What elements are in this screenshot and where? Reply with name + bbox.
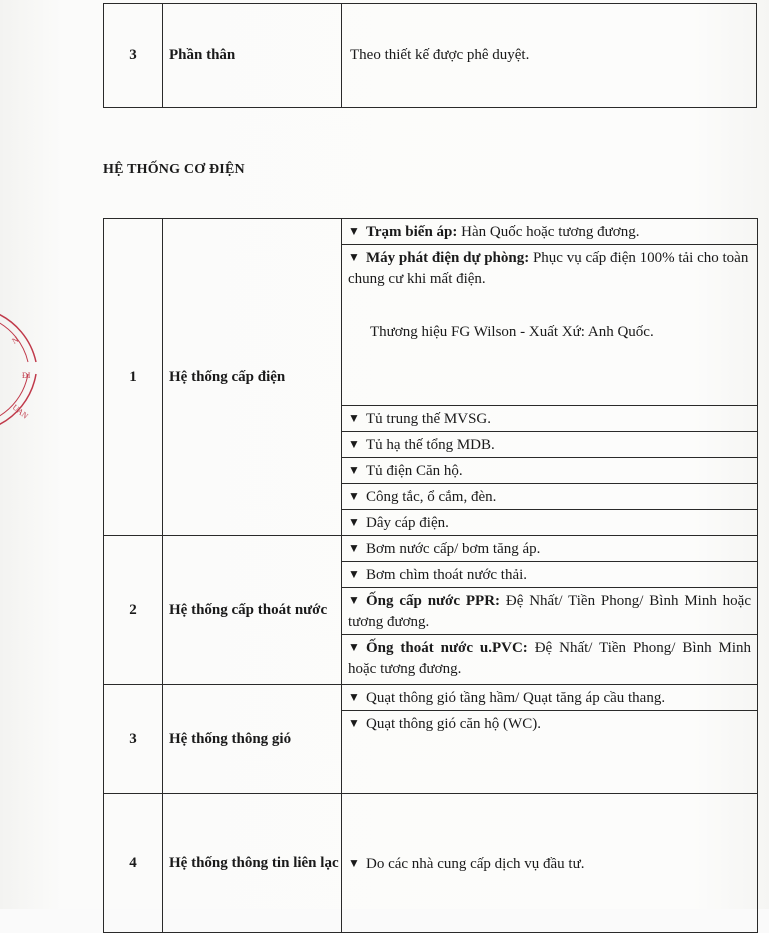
generator-brand: Thương hiệu FG Wilson - Xuất Xứ: Anh Quốc. (370, 324, 654, 340)
row-content: Theo thiết kế được phê duyệt. (342, 4, 757, 108)
system-name: Hệ thống thông gió (163, 685, 342, 794)
hand-pointing-right-icon: ▼ (348, 489, 360, 503)
list-item: ▼ Ống thoát nước u.PVC: Đệ Nhất/ Tiền Phong/ Bình Minh hoặc tương đương. (342, 635, 757, 681)
hand-pointing-right-icon: ▼ (348, 593, 360, 607)
list-item: ▼ Công tắc, ổ cắm, đèn. (342, 484, 757, 510)
system-number: 4 (104, 794, 163, 933)
hand-pointing-right-icon: ▼ (348, 855, 360, 870)
list-item: ▼ Quạt thông gió tầng hầm/ Quạt tăng áp cầu thang. (342, 685, 757, 711)
system-number: 3 (104, 685, 163, 794)
hand-pointing-right-icon: ▼ (348, 437, 360, 451)
structure-table (103, 3, 757, 108)
hand-pointing-right-icon: ▼ (348, 515, 360, 529)
system-items (342, 219, 758, 536)
svg-text:ĐI: ĐI (22, 371, 31, 380)
hand-pointing-right-icon: ▼ (348, 411, 360, 425)
list-item: ▼ Trạm biến áp: Hàn Quốc hoặc tương đương. (342, 219, 757, 245)
hand-pointing-right-icon: ▼ (348, 250, 360, 264)
svg-text:N: N (10, 335, 21, 346)
row-number: 3 (104, 4, 163, 108)
system-number: 2 (104, 536, 163, 685)
list-item: ▼ Quạt thông gió căn hộ (WC). (342, 711, 757, 736)
table-row (104, 685, 758, 794)
system-name: Hệ thống cấp điện (163, 219, 342, 536)
hand-pointing-right-icon: ▼ (348, 690, 360, 704)
list-item: ▼ Bơm nước cấp/ bơm tăng áp. (342, 536, 757, 562)
system-items (342, 536, 758, 685)
hand-pointing-right-icon: ▼ (348, 640, 360, 654)
system-items (342, 685, 758, 794)
table-row (104, 219, 758, 536)
list-item: ▼ Dây cáp điện. (342, 510, 757, 535)
system-items (342, 794, 758, 933)
hand-pointing-right-icon: ▼ (348, 567, 360, 581)
table-row (104, 536, 758, 685)
mep-systems-table (103, 218, 758, 933)
row-name: Phần thân (163, 4, 342, 108)
list-item: ▼ Bơm chìm thoát nước thải. (342, 562, 757, 588)
hand-pointing-right-icon: ▼ (348, 224, 360, 238)
system-name: Hệ thống thông tin liên lạc (163, 794, 342, 933)
table-row (104, 4, 757, 108)
red-seal-stamp-icon (0, 292, 40, 442)
svg-text:UAN: UAN (10, 402, 30, 421)
hand-pointing-right-icon: ▼ (348, 541, 360, 555)
list-item: ▼ Ống cấp nước PPR: Đệ Nhất/ Tiền Phong/ Bình Minh hoặc tương đương. (342, 588, 757, 635)
hand-pointing-right-icon: ▼ (348, 463, 360, 477)
list-item: ▼ Máy phát điện dự phòng: Phục vụ cấp điện 100% tải cho toàn chung cư khi mất điện. Thương hiệu FG Wilson - Xuất Xứ: Anh Quốc. (342, 245, 757, 406)
system-number: 1 (104, 219, 163, 536)
section-heading: HỆ THỐNG CƠ ĐIỆN (103, 162, 245, 177)
list-item: ▼ Tủ hạ thế tổng MDB. (342, 432, 757, 458)
list-item: ▼ Do các nhà cung cấp dịch vụ đầu tư. (342, 851, 757, 876)
system-name: Hệ thống cấp thoát nước (163, 536, 342, 685)
list-item: ▼ Tủ trung thế MVSG. (342, 406, 757, 432)
list-item: ▼ Tủ điện Căn hộ. (342, 458, 757, 484)
table-row (104, 794, 758, 933)
hand-pointing-right-icon: ▼ (348, 716, 360, 730)
